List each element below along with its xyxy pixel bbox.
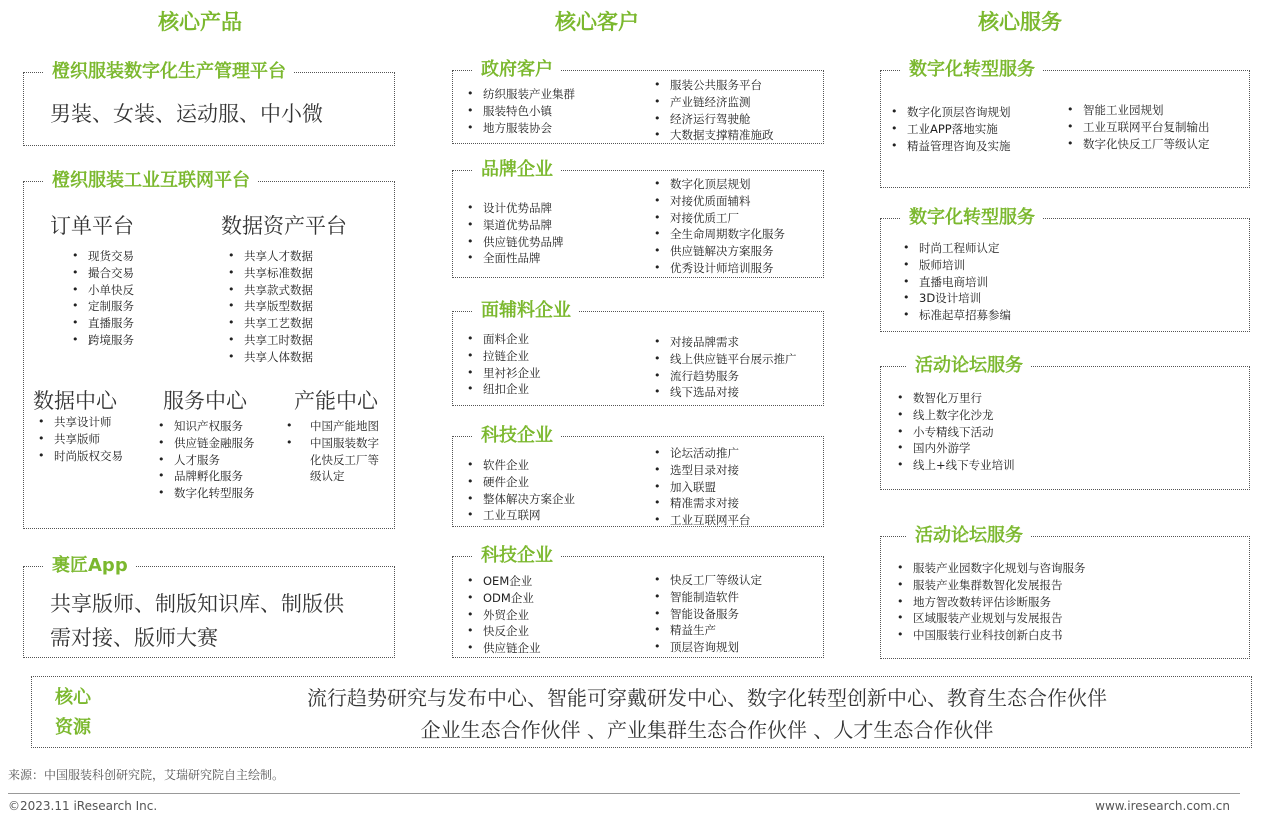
list-item: • 共享人体数据 — [222, 349, 313, 366]
list-item: • 产业链经济监测 — [648, 94, 774, 111]
list-item: • 智能设备服务 — [648, 606, 762, 623]
list-item: • 服装公共服务平台 — [648, 77, 774, 94]
list-item: • 纺织服装产业集群 — [461, 86, 575, 103]
list-item: • 优秀设计师培训服务 — [648, 260, 785, 277]
copyright: ©2023.11 iResearch Inc. — [8, 799, 158, 813]
customer-service-list — [648, 334, 797, 401]
customer-box-title: 科技企业 — [473, 544, 561, 568]
core-resources-label-line: 资源 — [55, 717, 91, 738]
customer-group-list — [461, 86, 575, 136]
list-item: • 工业互联网平台 — [648, 512, 751, 529]
product-box-text: 男装、女装、运动服、中小微 — [50, 102, 323, 126]
customer-box-title: 科技企业 — [473, 424, 561, 448]
list-item: • 论坛活动推广 — [648, 445, 751, 462]
customer-service-list — [648, 77, 774, 144]
core-resources-box — [31, 676, 1252, 748]
list-item: • 工业APP落地实施 — [885, 121, 1011, 138]
service-list — [891, 390, 1015, 474]
list-item: • 线上数字化沙龙 — [891, 407, 1015, 424]
list-item: • 定制服务 — [66, 298, 134, 315]
list-item: • 供应链金融服务 — [152, 435, 255, 452]
list-item: • 共享人才数据 — [222, 248, 313, 265]
product-box-title: 橙织服装数字化生产管理平台 — [44, 60, 294, 84]
list-item: • 数字化顶层规划 — [648, 176, 785, 193]
customer-box — [452, 300, 824, 406]
list-item: • 时尚版权交易 — [32, 448, 123, 465]
list-item: • 跨境服务 — [66, 332, 134, 349]
product-box-text-line: 需对接、版师大赛 — [50, 626, 218, 650]
list-item: • 服装特色小镇 — [461, 103, 575, 120]
column-title-customers: 核心客户 — [555, 10, 639, 34]
list-item: • 全生命周期数字化服务 — [648, 226, 785, 243]
customer-group-list — [461, 457, 575, 524]
core-resources-label — [55, 683, 91, 743]
order-platform-title: 订单平台 — [50, 214, 134, 238]
list-item: • 对接优质工厂 — [648, 210, 785, 227]
list-item: • 数字化转型服务 — [152, 485, 255, 502]
list-item-line: 化快反工厂等 — [310, 452, 379, 467]
footer-divider — [8, 793, 1240, 794]
list-item: • 地方智改数转评估诊断服务 — [891, 594, 1086, 611]
customer-group-list — [461, 331, 541, 398]
list-item: • 区域服装产业规划与发展报告 — [891, 610, 1086, 627]
list-item: • OEM企业 — [461, 573, 541, 590]
list-item: • 3D设计培训 — [897, 290, 1011, 307]
list-item: • 直播电商培训 — [897, 274, 1011, 291]
customer-box — [452, 159, 824, 278]
list-item: • 工业互联网 — [461, 507, 575, 524]
list-item: • 对接优质面辅料 — [648, 193, 785, 210]
column-title-services: 核心服务 — [978, 10, 1062, 34]
service-list — [885, 104, 1011, 154]
customer-box-title: 品牌企业 — [473, 158, 561, 182]
list-item: • 大数据支撑精准施政 — [648, 127, 774, 144]
column-title-products: 核心产品 — [158, 10, 242, 34]
list-item: • 快反工厂等级认定 — [648, 572, 762, 589]
list-item: • 智能制造软件 — [648, 589, 762, 606]
list-item: • 外贸企业 — [461, 607, 541, 624]
service-list — [891, 560, 1086, 644]
customer-service-list — [648, 572, 762, 656]
list-item: • 设计优势品牌 — [461, 200, 564, 217]
service-box — [880, 355, 1250, 490]
list-item: • 小单快反 — [66, 282, 134, 299]
service-list — [1061, 102, 1210, 152]
list-item: • 标准起草招募参编 — [897, 307, 1011, 324]
service-center-list — [152, 418, 255, 502]
source-note: 来源：中国服装科创研究院，艾瑞研究院自主绘制。 — [8, 768, 285, 782]
list-item: • 版师培训 — [897, 257, 1011, 274]
list-item: • 数智化万里行 — [891, 390, 1015, 407]
service-box — [880, 525, 1250, 659]
list-item: • 共享标准数据 — [222, 265, 313, 282]
website-link: www.iresearch.com.cn — [1095, 799, 1230, 813]
core-resources-text — [182, 682, 1232, 746]
list-item: • 服装产业园数字化规划与咨询服务 — [891, 560, 1086, 577]
product-box-production-platform — [23, 61, 395, 146]
customer-box-title: 面辅料企业 — [473, 299, 579, 323]
list-item: • 现货交易 — [66, 248, 134, 265]
service-box — [880, 207, 1250, 332]
list-item: • 线上+线下专业培训 — [891, 457, 1015, 474]
list-item: • 经济运行驾驶舱 — [648, 111, 774, 128]
list-item: • 共享工时数据 — [222, 332, 313, 349]
product-box-text-line: 共享版师、制版知识库、制版供 — [50, 592, 344, 616]
list-item: • 里衬衫企业 — [461, 365, 541, 382]
list-item-line: 级认定 — [310, 469, 345, 484]
list-item: • 拉链企业 — [461, 348, 541, 365]
product-box-industrial-internet — [23, 170, 395, 529]
list-item: • 直播服务 — [66, 315, 134, 332]
customer-group-list — [461, 573, 541, 657]
list-item: • 顶层咨询规划 — [648, 639, 762, 656]
capacity-center-title: 产能中心 — [294, 389, 378, 413]
list-item: • 共享版型数据 — [222, 298, 313, 315]
service-box-title: 数字化转型服务 — [901, 206, 1043, 230]
data-center-title: 数据中心 — [33, 389, 117, 413]
list-item: • 智能工业园规划 — [1061, 102, 1210, 119]
list-item: • 精益管理咨询及实施 — [885, 138, 1011, 155]
list-item: • 渠道优势品牌 — [461, 217, 564, 234]
data-center-list — [32, 414, 123, 464]
list-item: • 面料企业 — [461, 331, 541, 348]
list-item: • 全面性品牌 — [461, 250, 564, 267]
list-item: • 知识产权服务 — [152, 418, 255, 435]
list-item: • 选型目录对接 — [648, 462, 751, 479]
list-item: • 共享版师 — [32, 431, 123, 448]
list-item: • ODM企业 — [461, 590, 541, 607]
list-item: • 加入联盟 — [648, 479, 751, 496]
list-item: • 硬件企业 — [461, 474, 575, 491]
customer-box-title: 政府客户 — [473, 58, 561, 82]
list-item: • 数字化顶层咨询规划 — [885, 104, 1011, 121]
list-item: • 软件企业 — [461, 457, 575, 474]
service-center-title: 服务中心 — [163, 389, 247, 413]
list-item: • 共享款式数据 — [222, 282, 313, 299]
order-platform-list — [66, 248, 134, 349]
list-item: • 地方服装协会 — [461, 120, 575, 137]
list-item: • 品牌孵化服务 — [152, 468, 255, 485]
capacity-center-list — [280, 418, 379, 485]
list-item: • 流行趋势服务 — [648, 368, 797, 385]
service-box-title: 活动论坛服务 — [907, 354, 1031, 378]
list-item: • 小专精线下活动 — [891, 424, 1015, 441]
core-resources-line: 流行趋势研究与发布中心、智能可穿戴研发中心、数字化转型创新中心、教育生态合作伙伴 — [307, 686, 1107, 710]
list-item: • 供应链企业 — [461, 640, 541, 657]
service-box-title: 活动论坛服务 — [907, 524, 1031, 548]
customer-service-list — [648, 176, 785, 277]
product-box-text — [50, 587, 344, 655]
customer-box — [452, 59, 824, 144]
service-box-title: 数字化转型服务 — [901, 58, 1043, 82]
list-item: • 纽扣企业 — [461, 381, 541, 398]
list-item: • 中国服装行业科技创新白皮书 — [891, 627, 1086, 644]
list-item: • 中国产能地图 — [280, 418, 379, 435]
customer-box — [452, 545, 824, 658]
list-item: • 人才服务 — [152, 452, 255, 469]
service-box — [880, 59, 1250, 188]
list-item: • 精益生产 — [648, 622, 762, 639]
core-resources-line: 企业生态合作伙伴 、产业集群生态合作伙伴 、人才生态合作伙伴 — [420, 718, 994, 742]
product-box-title: 橙织服装工业互联网平台 — [44, 169, 258, 193]
list-item: • 共享工艺数据 — [222, 315, 313, 332]
list-item: • 对接品牌需求 — [648, 334, 797, 351]
list-item: • 供应链优势品牌 — [461, 234, 564, 251]
list-item: • 数字化快反工厂等级认定 — [1061, 136, 1210, 153]
customer-group-list — [461, 200, 564, 267]
list-item: • 供应链解决方案服务 — [648, 243, 785, 260]
product-box-app — [23, 555, 395, 658]
product-box-title: 裹匠App — [44, 554, 136, 578]
list-item: • 国内外游学 — [891, 440, 1015, 457]
list-item: • 整体解决方案企业 — [461, 491, 575, 508]
list-item: • 线下选品对接 — [648, 384, 797, 401]
list-item: • 线上供应链平台展示推广 — [648, 351, 797, 368]
list-item: • 共享设计师 — [32, 414, 123, 431]
list-item: • 撮合交易 — [66, 265, 134, 282]
list-item: • 精准需求对接 — [648, 495, 751, 512]
list-item — [280, 435, 379, 485]
list-item: • 工业互联网平台复制输出 — [1061, 119, 1210, 136]
service-list — [897, 240, 1011, 324]
core-resources-label-line: 核心 — [55, 687, 91, 708]
list-item: • 服装产业集群数智化发展报告 — [891, 577, 1086, 594]
list-item: • 时尚工程师认定 — [897, 240, 1011, 257]
customer-box — [452, 425, 824, 528]
data-asset-platform-list — [222, 248, 313, 366]
list-item: • 快反企业 — [461, 623, 541, 640]
customer-service-list — [648, 445, 751, 529]
data-asset-platform-title: 数据资产平台 — [221, 214, 347, 238]
list-item-line: 中国服装数字 — [310, 435, 379, 450]
